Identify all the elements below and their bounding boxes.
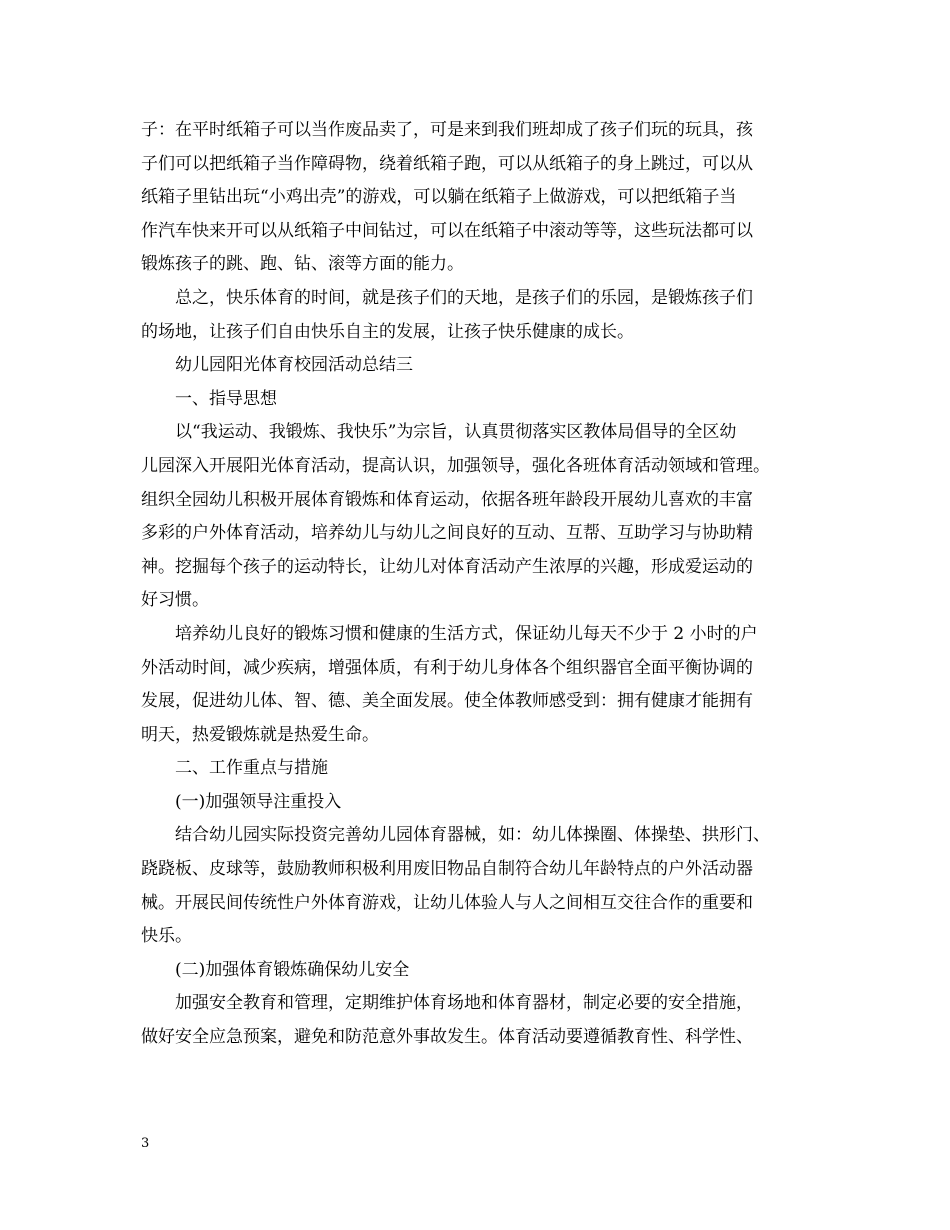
text-line: 以“我运动、我锻炼、我快乐”为宗旨，认真贯彻落实区教体局倡导的全区幼 <box>175 422 737 443</box>
text-line: 的场地，让孩子们自由快乐自主的发展，让孩子快乐健康的成长。 <box>141 321 634 342</box>
text-line: 子：在平时纸箱子可以当作废品卖了，可是来到我们班却成了孩子们玩的玩具，孩 <box>141 120 753 140</box>
text-line: 子们可以把纸箱子当作障碍物，绕着纸箱子跑，可以从纸箱子的身上跳过，可以从 <box>141 153 753 174</box>
text-line: 一、指导思想 <box>175 388 277 409</box>
text-line: (一)加强领导注重投入 <box>175 791 342 812</box>
text-line: 发展，促进幼儿体、智、德、美全面发展。使全体教师感受到：拥有健康才能拥有 <box>141 691 753 712</box>
text-line: 好习惯。 <box>141 590 209 611</box>
text-line: 培养幼儿良好的锻炼习惯和健康的生活方式，保证幼儿每天不少于 2 小时的户 <box>175 623 758 644</box>
text-line: 总之，快乐体育的时间，就是孩子们的天地，是孩子们的乐园，是锻炼孩子们 <box>175 287 753 308</box>
text-line: 神。挖掘每个孩子的运动特长，让幼儿对体育活动产生浓厚的兴趣，形成爱运动的 <box>141 556 753 577</box>
text-line: 儿园深入开展阳光体育活动，提高认识，加强领导，强化各班体育活动领域和管理。 <box>141 455 770 476</box>
text-line: 加强安全教育和管理，定期维护体育场地和体育器材，制定必要的安全措施， <box>175 993 753 1014</box>
text-line: 纸箱子里钻出玩“小鸡出壳”的游戏，可以躺在纸箱子上做游戏，可以把纸箱子当 <box>141 187 737 208</box>
text-line: 锻炼孩子的跳、跑、钻、滚等方面的能力。 <box>141 254 464 275</box>
text-line: 作汽车快来开可以从纸箱子中间钻过，可以在纸箱子中滚动等等，这些玩法都可以 <box>141 220 753 241</box>
text-line: 结合幼儿园实际投资完善幼儿园体育器械，如：幼儿体操圈、体操垫、拱形门、 <box>175 825 770 846</box>
text-line: 跷跷板、皮球等，鼓励教师积极利用废旧物品自制符合幼儿年龄特点的户外活动器 <box>141 859 753 880</box>
page-number: 3 <box>141 1136 150 1151</box>
text-line: 多彩的户外体育活动，培养幼儿与幼儿之间良好的互动、互帮、互助学习与协助精 <box>141 523 753 544</box>
text-line: 幼儿园阳光体育校园活动总结三 <box>175 355 413 376</box>
text-line: 明天，热爱锻炼就是热爱生命。 <box>141 724 379 745</box>
text-line: 组织全园幼儿积极开展体育锻炼和体育运动，依据各班年龄段开展幼儿喜欢的丰富 <box>141 489 753 510</box>
text-line: (二)加强体育锻炼确保幼儿安全 <box>175 959 410 980</box>
text-line: 械。开展民间传统性户外体育游戏，让幼儿体验人与人之间相互交往合作的重要和 <box>141 892 753 913</box>
document-body <box>141 114 831 1055</box>
text-line: 快乐。 <box>141 926 192 947</box>
text-line: 二、工作重点与措施 <box>175 758 328 779</box>
text-line: 做好安全应急预案，避免和防范意外事故发生。体育活动要遵循教育性、科学性、 <box>141 1027 753 1048</box>
text-line: 外活动时间，减少疾病，增强体质，有利于幼儿身体各个组织器官全面平衡协调的 <box>141 657 753 678</box>
